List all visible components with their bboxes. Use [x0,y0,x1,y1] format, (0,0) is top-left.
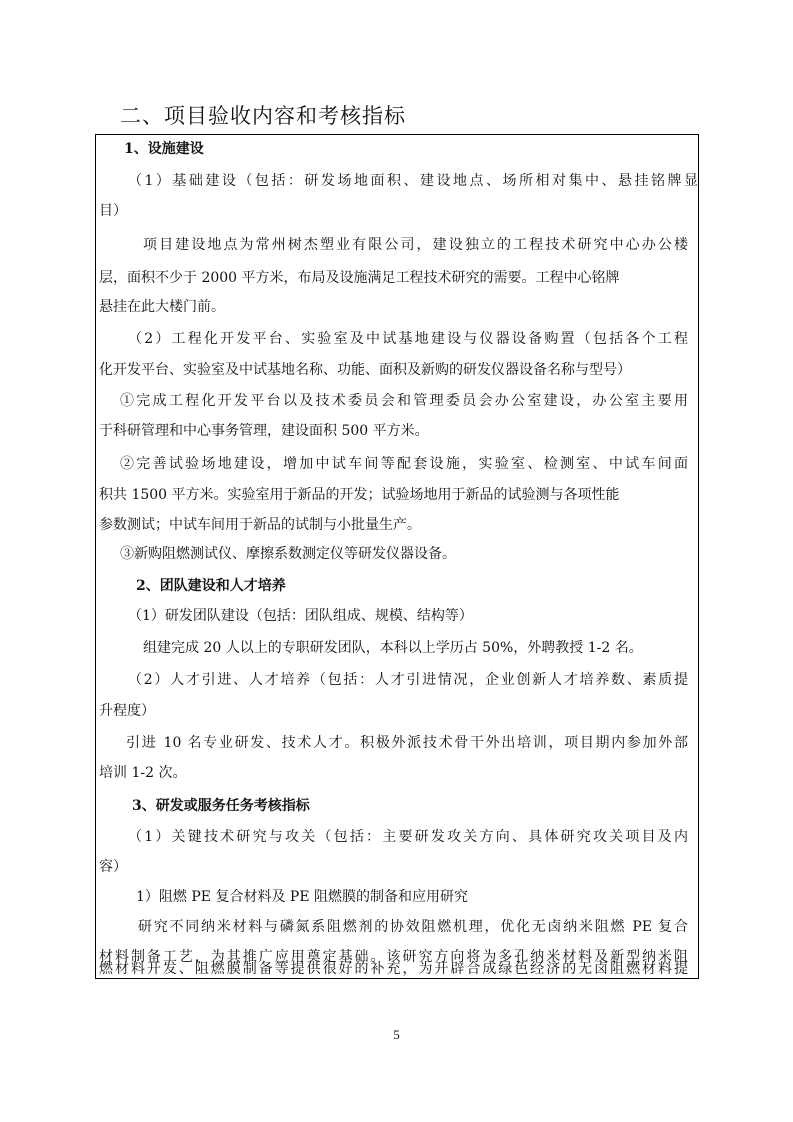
para-line: 1）阻燃 PE 复合材料及 PE 阻燃膜的制备和应用研究 [136,889,468,905]
para-line: 引进 10 名专业研发、技术人才。积极外派技术骨干外出培训，项目期内参加外部 [126,735,688,751]
para-line: 升程度） [99,703,155,719]
para-line: （1）基础建设（包括：研发场地面积、建设地点、场所相对集中、悬挂铭牌显 [128,173,698,189]
para-line: ②完善试验场地建设，增加中试车间等配套设施，实验室、检测室、中试车间面 [120,456,688,472]
para-line: 积共 1500 平方米。实验室用于新品的开发；试验场地用于新品的试验测与各项性能 [99,487,620,503]
para-line: 组建完成 20 人以上的专职研发团队，本科以上学历占 50%，外聘教授 1-2 名。 [143,640,643,656]
para-line: 项目建设地点为常州树杰塑业有限公司，建设独立的工程技术研究中心办公楼 [143,237,688,253]
para-line: （2）工程化开发平台、实验室及中试基地建设与仪器设备购置（包括各个工程 [128,331,688,347]
para-line: 参数测试；中试车间用于新品的试制与小批量生产。 [99,517,421,533]
para-line: （2）人才引进、人才培养（包括：人才引进情况，企业创新人才培养数、素质提 [128,672,688,688]
para-line: 研究不同纳米材料与磷氮系阻燃剂的协效阻燃机理，优化无卤纳米阻燃 PE 复合 [138,919,688,935]
para-line: （1）研发团队建设（包括：团队组成、规模、结构等） [128,608,473,624]
para-line: 燃材料开发、阻燃膜制备等提供很好的补充，为开辟合成绿色经济的无卤阻燃材料提 [99,961,688,977]
para-line: 培训 1-2 次。 [99,765,187,781]
para-line: ③新购阻燃测试仪、摩擦系数测定仪等研发仪器设备。 [120,546,456,562]
page-number: 5 [393,1027,400,1042]
para-line: 材料制备工艺，为其推广应用奠定基础。该研究方向将为多孔纳米材料及新型纳米阻 [99,949,688,965]
section-title: 二、项目验收内容和考核指标 [120,104,406,128]
heading-facilities: 1、设施建设 [124,141,204,157]
heading-team: 2、团队建设和人才培养 [136,578,286,594]
para-line: ①完成工程化开发平台以及技术委员会和管理委员会办公室建设，办公室主要用 [120,393,688,409]
para-line: 悬挂在此大楼门前。 [99,299,225,315]
para-line: 化开发平台、实验室及中试基地名称、功能、面积及新购的研发仪器设备名称与型号） [99,362,631,378]
para-line: 容） [99,859,127,875]
para-line: 层，面积不少于 2000 平方米，布局及设施满足工程技术研究的需要。工程中心铭牌 [99,270,620,286]
heading-rd-targets: 3、研发或服务任务考核指标 [132,798,310,814]
para-line: 于科研管理和中心事务管理，建设面积 500 平方米。 [99,423,429,439]
para-line: 目） [99,203,127,219]
para-line: （1）关键技术研究与攻关（包括：主要研发攻关方向、具体研究攻关项目及内 [128,829,688,845]
